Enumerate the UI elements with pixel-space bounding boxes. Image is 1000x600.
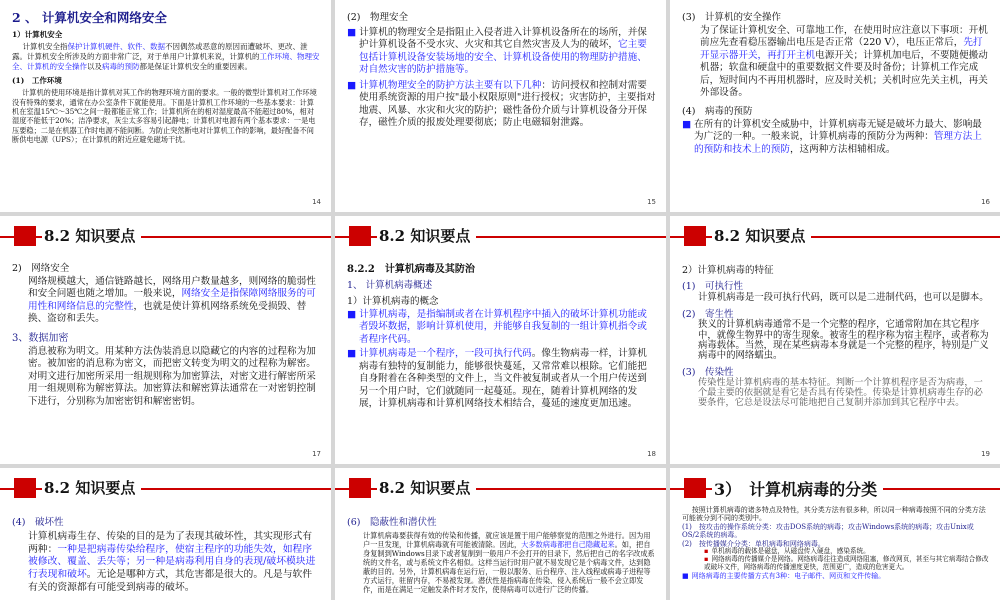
slide-title: 8.2 知识要点 <box>377 477 476 498</box>
slide-20[interactable] <box>0 468 331 600</box>
header-accent-block <box>349 478 371 498</box>
slide-19[interactable] <box>670 216 1000 464</box>
section-label: (3) 计算机的安全操作 <box>682 12 781 23</box>
slide-14[interactable] <box>0 0 331 212</box>
bullet-icon: ■ <box>347 79 357 91</box>
bullet-paragraph: ■ 网络病毒的主要传播方式有3种：电子邮件、网页和文件传输。 <box>682 571 886 580</box>
slide-21[interactable] <box>335 468 666 600</box>
slide-header <box>0 222 331 246</box>
slide-heading: 2 、 计算机安全和网络安全 <box>12 10 167 25</box>
sub-heading: (1) 可执行性 <box>682 281 743 292</box>
paragraph: 狭义的计算机病毒通常不是一个完整的程序，它通常附加在其它程序中，就像生物界中的寄生现象。被寄生的程序称为宿主程序，或者称为病毒载体。当然，现在某些病毒本身就是一个完整的程序，特别是广义病毒中的网络蠕虫。 <box>698 319 989 362</box>
slide-17[interactable] <box>0 216 331 464</box>
page-number: 19 <box>981 450 990 458</box>
page-number: 17 <box>312 450 321 458</box>
page-number: 14 <box>312 198 321 206</box>
section-label: (4) 破坏性 <box>12 517 64 528</box>
slide-header <box>0 474 331 498</box>
paragraph: 计算机病毒要获得有效的传染和传播，就应该是置于用户能够察觉的范围之外进行。因为用户一旦发现，计算机病毒就有可能被清除。因此，大多数病毒都把自己隐藏起来。如，把自身复制到Windows目录下或者复制到一般用户不会打开的目录下，然后把自己的名字改成系统的文件名，或与系统文件名相似。这样当运行时用户就不易发现它是个病毒文件，达到隐蔽的目的。另外，计算机病毒在运行后，一般以服务、后台程序、注入线程或病毒子进程等方式运行，驻留内存，不易被发现。潜伏性是指病毒在传染、侵入系统后一般不会立即发作，而是在满足一定触发条件时才发作，使得病毒可以进行广泛的传播。 <box>363 531 655 594</box>
sub-heading: (1) 按攻击的操作系统分类：攻击DOS系统的病毒；攻击Windows系统的病毒；攻击Unix或OS/2系统的病毒。 <box>682 522 974 540</box>
slide-18[interactable] <box>335 216 666 464</box>
slide-header <box>335 222 666 246</box>
section-label: 1）计算机安全 <box>12 30 63 39</box>
sub-heading: (2) 寄生性 <box>682 309 734 321</box>
page-number: 18 <box>647 450 656 458</box>
section-label: 1、 计算机病毒概述 <box>347 280 433 291</box>
header-accent-block <box>684 478 706 498</box>
sub-heading: (2) 按传播媒介分类：单机病毒和网络病毒。 <box>682 539 825 548</box>
bullet-icon: ■ <box>347 27 357 38</box>
sub-heading: (3) 传染性 <box>682 366 734 378</box>
paragraph: 计算机病毒是一段可执行代码，既可以是二进制代码，也可以是脚本。 <box>698 292 989 303</box>
section-label: 1）计算机病毒的概念 <box>347 296 439 307</box>
slide-22[interactable] <box>670 468 1000 600</box>
slide-title: 8.2 知识要点 <box>42 477 141 498</box>
section-label: 2) 网络安全 <box>12 263 70 274</box>
page-number: 15 <box>647 198 656 206</box>
bullet-icon: ■ <box>682 118 692 130</box>
slide-title: 8.2 知识要点 <box>712 225 811 246</box>
paragraph: 消息被称为明文。用某种方法伪装消息以隐藏它的内容的过程称为加密。被加密的消息称为密文，而把密文转变为明文的过程称为解密。对明文进行加密所采用一组规则称为加密算法，对密文进行解密所采用一组规则称为解密算法。加密算法和解密算法通常在一对密钥控制下进行，分别称为加密密钥和解密密钥。 <box>28 345 316 407</box>
header-accent-block <box>349 226 371 246</box>
bullet-icon: ■ <box>347 309 357 320</box>
paragraph: 传染性是计算机病毒的基本特征。判断一个计算机程序是否为病毒，一个最主要的依据就是看它是否具有传染性。传染是计算机病毒生存的必要条件，它总是设法尽可能地把自己复制并添加到其它程序中去。 <box>698 376 983 409</box>
bullet-icon: ▪ <box>704 554 709 563</box>
bullet-paragraph: ■ 计算机病毒是一个程序，一段可执行代码。像生物病毒一样，计算机病毒有独特的复制能力，能够很快蔓延，又常常难以根除。它们能把自身附着在各种类型的文件上，当文件被复制或者从一个用户传送到另一个用户时，它们就随同一起蔓延。现在，随着计算机网络的发展，计算机病毒和计算机网络技术相结合，蔓延的速度更加迅速。 <box>347 348 647 410</box>
bullet-icon: ■ <box>347 348 357 360</box>
paragraph: 计算机病毒生存、传染的目的是为了表现其破坏性，其实现形式有两种：一种是把病毒传染给程序，使宿主程序的功能失效，如程序被修改、覆盖、丢失等；另一种是病毒利用自身的表现/破坏模块进行表现和破坏。无论是哪种方式，其危害都是很大的。凡是与软件有关的资源都有可能受到病毒的破坏。 <box>28 531 316 593</box>
slide-header <box>670 222 1000 246</box>
paragraph: 按照计算机病毒的诸多特点及特性，其分类方法有很多种，所以同一种病毒按照不同的分类方法可能被分到不同的类别中。 <box>682 506 986 523</box>
section-label: (2) 物理安全 <box>347 12 408 23</box>
slide-header <box>335 474 666 498</box>
section-label: 2）计算机病毒的特征 <box>682 265 774 276</box>
paragraph: 计算机安全指保护计算机硬件、软件、数据不因偶然或恶意的原因而遭破坏、更改、泄露。计算机安全所涉及的方面非常广泛，对于单用户计算机来说，计算机的工作环境、物理安全、计算机的安全操作以及病毒的预防都是保证计算机安全的重要因素。 <box>12 42 320 71</box>
bullet-paragraph: ■ 计算机病毒，是指编制或者在计算机程序中插入的破坏计算机功能或者毁坏数据，影响计算机使用，并能够自我复制的一组计算机指令或者程序代码。 <box>347 309 647 345</box>
slide-header <box>670 474 1000 498</box>
page-number: 16 <box>981 198 990 206</box>
bullet-paragraph: ■ 计算机的物理安全是指阻止入侵者进入计算机设备所在的场所，并保护计算机设备不受水灾、火灾和其它自然灾害及人为的破坏，它主要包括计算机设备安装场地的安全、计算机设备使用的物理防护措施、对自然灾害的防护措施等。 <box>347 27 647 76</box>
section-label: (6) 隐蔽性和潜伏性 <box>347 517 437 528</box>
section-label: (4) 病毒的预防 <box>682 105 753 117</box>
header-accent-block <box>14 226 36 246</box>
slide-title: 8.2 知识要点 <box>42 225 141 246</box>
bullet-paragraph: ■ 计算机物理安全的防护方法主要有以下几种：访问授权和控制对需要使用系统资源的用户按"最小权限原则"进行授权；灾害防护，主要指对地震、风暴、水灾和火灾的防护；磁性备份介质与计算机设备分开保存，磁性介质的报废处理要彻底；防止电磁辐射泄露。 <box>347 79 656 129</box>
bullet-paragraph: ■ 在所有的计算机安全威胁中，计算机病毒无疑是破坏力最大、影响最为广泛的一种。一般来说，计算机病毒的预防分为两种：管理方法上的预防和技术上的预防，这两种方法相辅相成。 <box>682 118 982 155</box>
paragraph: 计算机的使用环境是指计算机对其工作的物理环境方面的要求。一般的微型计算机对工作环境没有特殊的要求，通常在办公室条件下就能使用。下面是计算机工作环境的一些基本要求：计算机在室温15℃～35℃之间一般都能正常工作；计算机所在的相对湿度最高不能超过80%，相对湿度不能低于20%；洁净要求，灰尘太多容易引起静电；计算机对电源有两个基本要求：一是电压要稳；二是在机器工作时电源不能间断。为防止突然断电对计算机工作的影响，最好配备不间断供电电源（UPS）；在计算机的附近应避免磁场干扰。 <box>12 88 317 145</box>
header-accent-block <box>684 226 706 246</box>
slide-16[interactable] <box>670 0 1000 212</box>
section-heading: 8.2.2 计算机病毒及其防治 <box>347 264 475 275</box>
paragraph: 网络规模越大，通信链路越长，网络用户数量越多，则网络的脆弱性和安全问题也随之增加。一般来说，网络安全是指保障网络服务的可用性和网络信息的完整性，也就是使计算机网络系统免受损毁、替换、盗窃和丢失。 <box>28 276 316 325</box>
header-accent-block <box>14 478 36 498</box>
slide-title: 3） 计算机病毒的分类 <box>712 477 883 500</box>
slide-15[interactable] <box>335 0 666 212</box>
paragraph: 为了保证计算机安全、可靠地工作，在使用时应注意以下事项：开机前应先查看稳压器输出电压是否正常（220 V），电压正常后，先打开显示器开关，再打开主机电源开关；计算机加电后，不要随便搬动机器；软盘和硬盘中的重要数据文件要及时备份；计算机工作完成后，短时间内不再用机器时，应及时关机；关机时应先关主机，再关外部设备。 <box>700 25 988 99</box>
bullet-paragraph: ▪ 单机病毒的载体是磁盘，从磁盘传入硬盘，感染系统。 <box>704 546 870 555</box>
bullet-icon: ▪ <box>704 546 709 555</box>
section-label: (1) 工作环境 <box>12 76 62 86</box>
section-label: 3、数据加密 <box>12 332 69 344</box>
bullet-icon: ■ <box>682 571 689 580</box>
slide-title: 8.2 知识要点 <box>377 225 476 246</box>
bullet-paragraph: ▪ 网络病毒的传播媒介是网络。网络病毒往往造成网络阻塞，修改网页，甚至与其它病毒结合修改或破坏文件，网络病毒的传播速度更快，范围更广，造成的危害更大。 <box>704 554 989 571</box>
